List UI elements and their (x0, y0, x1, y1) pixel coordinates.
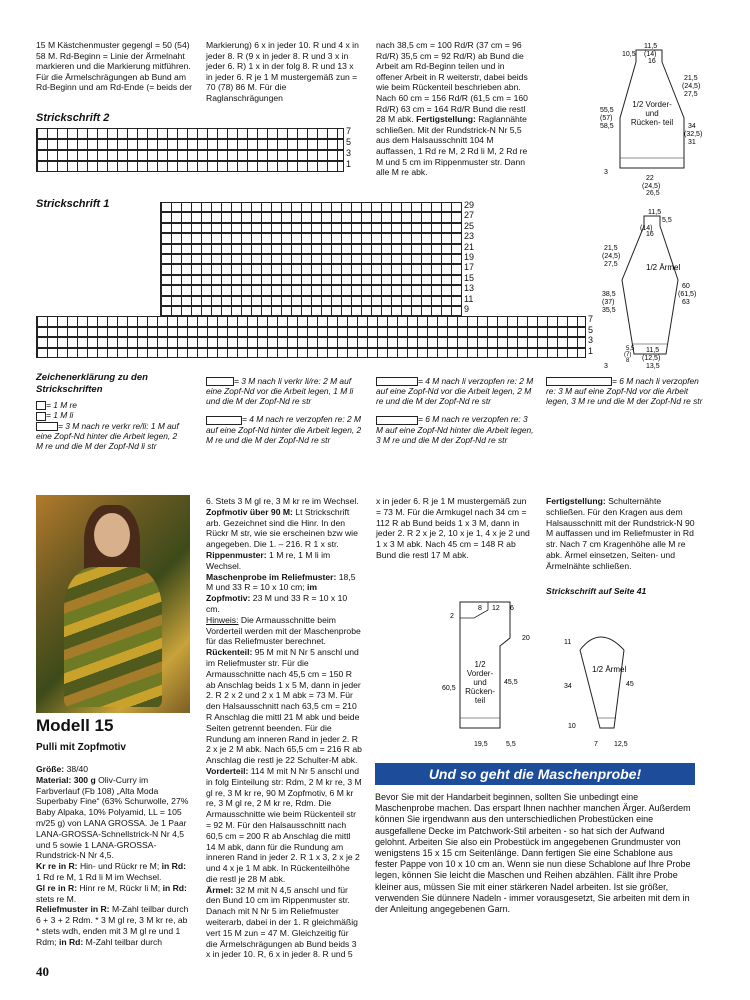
model-subtitle: Pulli mit Zopfmotiv (36, 742, 126, 753)
top-text-col3 (376, 40, 532, 178)
chart-row (36, 150, 344, 161)
m15b-h: 19,5 (474, 741, 488, 748)
chart-row (160, 285, 462, 295)
st-l: (61,5) (678, 291, 697, 298)
sym-cable-left-6 (546, 377, 612, 386)
model-material: Material: 300 g Oliv-Curry im Farbverlauf (Fb 108) „Alta Moda Superbaby Fine“ (63% Schurwolle, 27% Baby Alpaka, 10% Polyamid, LL = 105 m/25 g) von LANA GROSSA. Je 1 Paar LANA-GROSSA-Schnellstrick-N Nr 4,5 und 5 sowie 1 LANA-GROSSA-Rundstrick-N Nr 4,5. (36, 774, 189, 861)
chart-row-number: 25 (464, 220, 475, 231)
sym-cross-left-3 (206, 377, 234, 386)
legend-item-1: = 1 M re (36, 400, 186, 410)
chart-row-number: 21 (464, 241, 475, 252)
sym-cable-right-6 (376, 416, 418, 425)
chart-row-number: 5 (346, 137, 352, 147)
st-d: 16 (646, 231, 654, 238)
legend-item-6: = 4 M nach li verzopfen re: 2 M auf eine Zopf-Nd vor die Arbeit legen, 2 M re und die M der Zopf-Nd re str (376, 376, 534, 407)
chart-row-number: 7 (588, 314, 594, 325)
chart-row (160, 275, 462, 285)
top-finish-label: Fertigstellung: (416, 114, 476, 125)
chart-row (160, 264, 462, 274)
c2-p7: Ärmel: 32 M mit N 4,5 anschl und für den Bund 10 cm im Rippenmuster str. Danach mit N Nr 5 im Reliefmuster weiterarb, dabei in der 1. R gleichmäßig vert 15 M zun = 47 M. Gleichzeitig für die Ärmelschrägungen ab Bund beids 3 x in jeder 10. R, 6 x in jeder 8. R und 5 (206, 884, 358, 960)
st-n: 11,5 (646, 347, 660, 354)
chart-row (36, 139, 344, 150)
legend-col4 (546, 376, 706, 406)
photo-face (94, 513, 130, 557)
chart-row-number: 1 (346, 159, 352, 169)
legend-col1 (36, 400, 186, 451)
chart-row-number: 15 (464, 272, 475, 283)
m15-body-neck (460, 602, 488, 618)
c2-p0: 6. Stets 3 M gl re, 3 M kr re im Wechsel. (206, 496, 359, 506)
chart1-grid (36, 200, 596, 360)
st-label: 1/2 Ärmel (646, 263, 681, 272)
chart-row (160, 212, 462, 222)
chart-row (36, 337, 586, 347)
bt-label-wrap (630, 100, 674, 156)
model-col1 (36, 764, 192, 948)
bt-j: 58,5 (600, 123, 614, 130)
bt-e: 21,5 (684, 75, 698, 82)
m15b-g: 45,5 (504, 679, 518, 686)
m15s-d: 10 (568, 723, 576, 730)
m15b-f: 60,5 (442, 685, 456, 692)
chart-row (36, 128, 344, 139)
st-c: (14) (640, 225, 653, 232)
bt-p: 26,5 (646, 190, 660, 197)
bt-n: 22 (646, 175, 654, 182)
schematic-body-top (600, 40, 710, 190)
bt-i: (57) (600, 115, 613, 122)
bt-o: (24,5) (642, 183, 661, 190)
model-p2: Gl re in R: Hinr re M, Rückr li M; in Rd: stets re M. (36, 882, 187, 904)
legend-title: Zeichenerklärung zu den Strickschriften (36, 372, 148, 395)
st-p: 13,5 (646, 363, 660, 370)
chart-row-number: 17 (464, 262, 475, 273)
chart-row-number: 23 (464, 231, 475, 242)
m15s-label: 1/2 Ärmel (592, 665, 627, 674)
st-f: (24,5) (602, 253, 621, 260)
probe-banner: Und so geht die Maschenprobe! (375, 763, 695, 785)
bt-d: 16 (648, 58, 656, 65)
c2-p6: Vorderteil: 114 M mit N Nr 5 anschl und in folg Einteilung str: Rdm, 2 M kr re, 3 M gl re, 3 M kr re, 90 M Zopfmotiv, 6 M kr re, 3 M gl re, 2 M kr re, Rdm. Die Armausschnitte wie beim Rückenteil str = 92 M. Für den Halsausschnitt nach 60,5 cm = 200 R ab Anschlag die mittl 14 M abk, dann für die Rundung am inneren Rand in jeder 2. R 1 x 3, 2 x je 2 und 4 x je 1 M abk. In Rückenteilhöhe die restl je 28 M abk. (206, 765, 362, 884)
m15b-c: 6 (510, 605, 514, 612)
c2-p1: Zopfmotiv über 90 M: Lt Strickschrift arb. Gezeichnet sind die Hinr. In den Rückr M str, wie sie erscheinen bzw wie angegeben. Die 1. – 216. R 1 x str. (206, 506, 358, 550)
chart-row-number: 29 (464, 200, 475, 210)
bt-k: 34 (688, 123, 696, 130)
instr-col2 (206, 496, 362, 960)
c2-p4: Hinweis: Die Armausschnitte beim Vorderteil werden mit der Maschenprobe für das Reliefmuster berechnet. (206, 614, 361, 647)
top-finish-text: Raglannähte schließen. Mit der Rundstrick-N Nr 5,5 aus dem Halsausschnitt 104 M auffassen, 1 Rd re M, 2 Rd li M, 2 Rd re M und 5 cm im Rippenmuster str. Dann alle M re abk. (376, 114, 528, 178)
m15b-e: 20 (522, 635, 530, 642)
bt-q: 3 (604, 169, 608, 176)
bt-h: 55,5 (600, 107, 614, 114)
top-text-col1: 15 M Kästchenmuster gegengl = 50 (54) 58 M. Rd-Beginn = Linie der Ärmelnaht markieren und die Markierung mitführen. Für die Ärmelschrägungen ab Bund am Rd-Beginn und am Rd-Ende (= beids der (36, 40, 192, 93)
model-p1: Kr re in R: Hin- und Rückr re M; in Rd: 1 Rd re M, 1 Rd li M im Wechsel. (36, 861, 186, 882)
schematic-m15-sleeve (560, 620, 670, 750)
sym-cable-right-4 (206, 416, 242, 425)
m15b-a: 8 (478, 605, 482, 612)
probe-text: Bevor Sie mit der Handarbeit beginnen, sollten Sie unbedingt eine Maschenprobe machen. Das erspart Ihnen nachher manchen Ärger. Außerdem können Sie irgendwann aus den unterschiedlichen Probestücken eine ausgefallene Decke im Patchwork-Stil arbeiten - so hat sich der Aufwand gelohnt. Arbeiten Sie also ein Probestück im angegebenen Grundmuster von wenigstens 15 x 15 cm Seitenlänge. Dann fertigen Sie eine Schablone aus fester Pappe von 10 x 10 cm an. Wenn sie nun diese Schablone auf Ihre Probe legen, können Sie leicht die Maschen und Reihen abzählen. Fällt ihre Probe kleiner aus, müssen Sie mit einer stärkeren Nadel arbeiten. Ist sie größer, verwenden Sie dünnere Nadeln - immer vorausgesetzt, Sie arbeiten mit dem in der Anleitung angegebenen Garn. (375, 792, 691, 915)
top-text-col2: Markierung) 6 x in jeder 10. R und 4 x in jeder 8. R (9 x in jeder 8. R und 3 x in jeder 6. R) 1 x in der folg 8. R und 13 x in jeder 6. R je 1 M mustergemäß zun = 70 (78) 86 M. Für die Raglanschrägungen (206, 40, 359, 103)
instr-col4 (546, 496, 702, 572)
model-size: Größe: 38/40 (36, 764, 89, 774)
st-q: 5,5 (626, 346, 635, 352)
m15s-c: 45 (626, 681, 634, 688)
chart-row-number: 11 (464, 293, 474, 304)
legend-item-4: = 3 M nach li verkr li/re: 2 M auf eine Zopf-Nd vor die Arbeit legen, 1 M li und die M der Zopf-Nd re str (206, 376, 354, 407)
chart-row (160, 254, 462, 264)
st-e: 21,5 (604, 245, 618, 252)
model-title: Modell 15 (36, 716, 114, 735)
st-i: (37) (602, 299, 615, 306)
page-number: 40 (36, 964, 49, 979)
legend-item-8: = 6 M nach li verzopfen re: 3 M auf eine Zopf-Nd vor die Arbeit legen, 3 M re und die M der Zopf-Nd re str (546, 376, 703, 407)
m15b-b: 12 (492, 605, 500, 612)
m15b-d: 2 (450, 613, 454, 620)
st-j: 35,5 (602, 307, 616, 314)
bt-label: 1/2 Vorder- und Rücken- teil (630, 100, 674, 127)
photo-sweater (64, 567, 162, 707)
st-b: 5,5 (662, 217, 672, 224)
chart-row-number: 3 (588, 335, 594, 346)
st-k: 60 (682, 283, 690, 290)
sym-cable-left-4 (376, 377, 418, 386)
st-t: 3 (604, 363, 608, 370)
legend-item-7: = 6 M nach re verzopfen re: 3 M auf eine Zopf-Nd hinter die Arbeit legen, 3 M re und die M der Zopf-Nd re str (376, 414, 534, 445)
m15s-e: 7 (594, 741, 598, 748)
m15-sleeve-body (580, 650, 627, 728)
bt-m: 31 (688, 139, 696, 146)
st-r: (7) (624, 352, 632, 358)
st-h: 38,5 (602, 291, 616, 298)
m15s-a: 11 (564, 639, 572, 646)
m15b-label-wrap (462, 660, 498, 716)
legend-item-2: = 1 M li (36, 410, 186, 420)
sym-purl (36, 412, 46, 421)
schematic-sleeve-top (600, 206, 710, 374)
bt-l: (32,5) (684, 131, 703, 138)
chart-row-number: 9 (464, 304, 470, 314)
legend-col3 (376, 376, 536, 445)
bt-f: (24,5) (682, 83, 701, 90)
m15b-label: 1/2 Vorder- und Rücken- teil (465, 660, 495, 705)
chart-row (160, 233, 462, 243)
chart-row (160, 306, 462, 316)
bt-a: 11,5 (644, 43, 658, 50)
chart-row (160, 296, 462, 306)
bt-g: 27,5 (684, 91, 698, 98)
chart-row (160, 244, 462, 254)
st-s: 8 (626, 358, 630, 364)
chart-row (36, 348, 586, 358)
chart-row-number: 13 (464, 283, 475, 294)
chart-row-number: 27 (464, 210, 475, 221)
m15s-b: 34 (564, 683, 572, 690)
chart-row-number: 3 (346, 148, 352, 158)
chart-row-number: 19 (464, 252, 475, 262)
chart2-title: Strickschrift 2 (36, 112, 110, 124)
bt-b: 10,5 (622, 51, 636, 58)
instr-col3 (376, 496, 532, 561)
legend-item-3: = 3 M nach re verkr re/li: 1 M auf eine Zopf-Nd hinter die Arbeit legen, 2 M re und die M der Zopf-Nd li str (36, 420, 179, 451)
st-m: 63 (682, 299, 690, 306)
chart-row-number: 5 (588, 324, 594, 335)
top-text-col3a: nach 38,5 cm = 100 Rd/R (37 cm = 96 Rd/R) 35,5 cm = 92 Rd/R) ab Bund die Arbeit am Rd-Beginn teilen und in offener Arbeit in R weiterstr, dabei beids wie beim Rückenteil beschrieben abn. Nach 60 cm = 156 Rd/R (61,5 cm = 160 Rd/R) 63 cm = 164 Rd/R Bund die restl 28 M abk. (376, 40, 528, 125)
st-g: 27,5 (604, 261, 618, 268)
c2-p5: Rückenteil: 95 M mit N Nr 5 anschl und im Reliefmuster str. Für die Armausschnitte nach 45,5 cm = 150 R ab Anschlag beids 1 x 5 M, dann in jeder 2. R 2 x 2 und 2 x 1 M abk = 73 M. Für den Halsausschnitt nach 63,5 cm = 210 R Anschlag die mittl 21 M abk und beide Seiten getrennt beenden. Für die Rundung am inneren Rand in jeder 2. R 2 x je 2 M abk. Nach 65,5 cm = 216 R ab Anschlag die restl je 22 Schulter-M abk. (206, 647, 362, 766)
chart2-grid (36, 126, 352, 172)
sleeve-outline (622, 226, 681, 354)
schematic-m15-body (430, 600, 540, 750)
chart-row (36, 316, 586, 326)
legend-col2 (206, 376, 366, 445)
model-photo (36, 495, 190, 713)
sym-cross-right-3 (36, 422, 58, 431)
chart-row-number: 7 (346, 126, 352, 136)
m15b-i: 5,5 (506, 741, 516, 748)
c2-p2: Rippenmuster: 1 M re, 1 M li im Wechsel. (206, 549, 331, 571)
model-p3: Reliefmuster in R: M-Zahl teilbar durch 6 + 3 + 2 Rdm. * 3 M gl re, 3 M kr re, ab * stets wdh, enden mit 3 M gl re und 1 Rdm; in Rd: M-Zahl teilbar durch (36, 904, 189, 947)
sym-knit (36, 401, 46, 410)
chart1-title: Strickschrift 1 (36, 198, 110, 210)
m15-sleeve-cap (580, 637, 624, 650)
chart-row (36, 327, 586, 337)
chart-row (160, 202, 462, 212)
m15s-f: 12,5 (614, 741, 628, 748)
c3-p0: x in jeder 6. R je 1 M mustergemäß zun = 73 M. Für die Armkugel nach 34 cm = 112 R ab Bund beids 1 x 3 M, dann in jeder 2. R 2 x je 2, 10 x je 1, 4 x je 2 und 1 x 3 M abk. Nach 45 cm = 148 R ab Bund die restl 17 M abk. (376, 496, 530, 560)
c4-p0: Fertigstellung: Schulternähte schließen. Für den Kragen aus dem Halsausschnitt mit der Rundstrick-N 90 M auffassen und im Reliefmuster in Rd str. Nach 7 cm Kragenhöhe alle M re abk. Ärmel einsetzen, Seiten- und Ärmelnähte schließen. (546, 496, 695, 571)
st-a: 11,5 (648, 209, 662, 216)
chart-ref: Strickschrift auf Seite 41 (546, 586, 647, 596)
chart-row (36, 161, 344, 172)
chart-row (160, 223, 462, 233)
st-o: (12,5) (642, 355, 661, 362)
legend-item-5: = 4 M nach re verzopfen re: 2 M auf eine Zopf-Nd hinter die Arbeit legen, 2 M re und die M der Zopf-Nd re str (206, 414, 362, 445)
c2-p3: Maschenprobe im Reliefmuster: 18,5 M und 33 R = 10 x 10 cm; im Zopfmotiv: 23 M und 33 R = 10 x 10 cm. (206, 571, 356, 614)
bt-c: (14) (644, 51, 657, 58)
chart-row-number: 1 (588, 345, 594, 356)
